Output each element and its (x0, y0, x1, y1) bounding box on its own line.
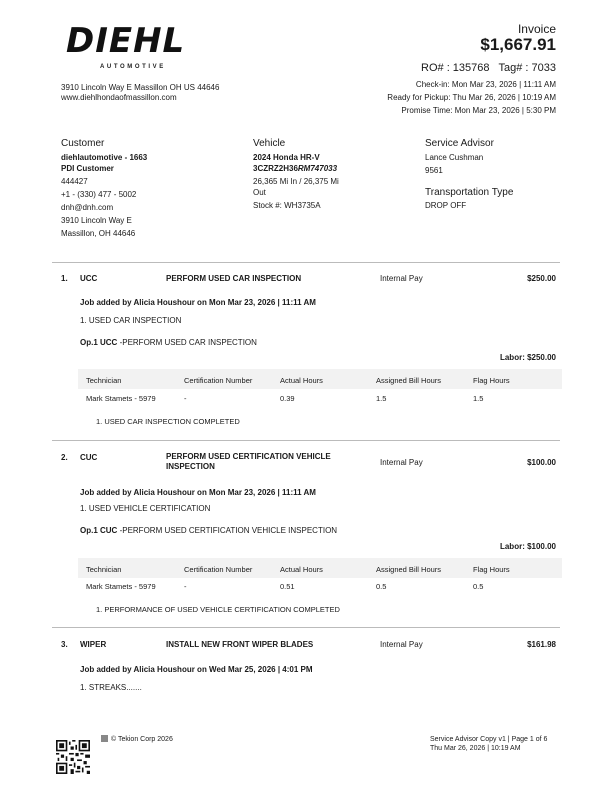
customer-line: 444427 (61, 177, 88, 186)
promise-date: Promise Time: Mon Mar 23, 2026 | 5:30 PM (401, 106, 556, 115)
customer-phone: +1 - (330) 477 - 5002 (61, 190, 137, 199)
job-title: INSTALL NEW FRONT WIPER BLADES (166, 640, 314, 649)
company-website: www.diehlhondaofmassillon.com (61, 93, 177, 102)
th-bill-hours: Assigned Bill Hours (376, 565, 442, 574)
labor-amount: Labor: $250.00 (499, 353, 556, 362)
company-address-block (61, 83, 219, 103)
company-logo: DIEHL (66, 21, 186, 61)
printed-date: Thu Mar 26, 2026 | 10:19 AM (430, 745, 521, 752)
td-technician: Mark Stamets - 5979 (86, 394, 156, 403)
divider (52, 262, 560, 263)
vehicle-section (253, 138, 403, 211)
customer-section (61, 138, 231, 239)
job-concern: 1. USED CAR INSPECTION (80, 316, 182, 325)
qr-code-icon (56, 740, 90, 774)
vehicle-mileage-cont: Out (253, 188, 266, 197)
job-title: PERFORM USED CERTIFICATION VEHICLE (166, 452, 331, 461)
td-technician: Mark Stamets - 5979 (86, 582, 156, 591)
th-actual-hours: Actual Hours (280, 376, 323, 385)
op-line (80, 526, 337, 535)
th-flag-hours: Flag Hours (473, 376, 510, 385)
th-certification: Certification Number (184, 376, 253, 385)
invoice-total: $1,667.91 (480, 35, 556, 54)
op-description: -PERFORM USED CERTIFICATION VEHICLE INSPECTION (117, 526, 338, 535)
customer-city: Massillon, OH 44646 (61, 229, 136, 238)
job-number: 3. (61, 640, 68, 649)
job-title-block (166, 452, 331, 472)
job-number: 2. (61, 453, 68, 462)
job-note: 1. PERFORMANCE OF USED VEHICLE CERTIFICATION COMPLETED (96, 605, 340, 614)
job-concern: 1. USED VEHICLE CERTIFICATION (80, 504, 211, 513)
job-code: CUC (80, 453, 98, 462)
th-actual-hours: Actual Hours (280, 565, 323, 574)
vehicle-heading: Vehicle (253, 138, 286, 149)
job-title-cont: INSPECTION (166, 462, 215, 471)
job-added-by: Job added by Alicia Houshour on Mon Mar 23, 2026 | 11:11 AM (80, 298, 316, 307)
job-amount: $250.00 (527, 274, 556, 283)
advisor-heading: Service Advisor (425, 138, 494, 149)
company-address: 3910 Lincoln Way E Massillon OH US 44646 (61, 83, 220, 92)
check-in-date: Check-in: Mon Mar 23, 2026 | 11:11 AM (415, 80, 556, 89)
th-flag-hours: Flag Hours (473, 565, 510, 574)
job-pay-type: Internal Pay (380, 274, 423, 283)
transport-type: DROP OFF (425, 201, 467, 210)
advisor-details (425, 152, 575, 176)
company-logo-subtitle: AUTOMOTIVE (100, 64, 166, 70)
op-code: Op.1 UCC (80, 338, 118, 347)
advisor-section (425, 138, 575, 211)
vehicle-vin (253, 163, 403, 174)
vehicle-details (253, 152, 403, 211)
job-number: 1. (61, 274, 68, 283)
customer-details (61, 152, 231, 239)
footer-right (430, 735, 547, 753)
tekion-icon (101, 735, 108, 742)
vin-suffix: RM747033 (297, 164, 338, 173)
vehicle-model: 2024 Honda HR-V (253, 153, 320, 162)
td-flag-hours: 1.5 (473, 394, 484, 403)
customer-line: diehlautomotive - 1663 (61, 153, 148, 162)
job-title: PERFORM USED CAR INSPECTION (166, 274, 302, 283)
copyright (101, 735, 173, 744)
advisor-name: Lance Cushman (425, 153, 484, 162)
tag-number: Tag# : 7033 (498, 62, 556, 74)
job-added-by: Job added by Alicia Houshour on Wed Mar 25, 2026 | 4:01 PM (80, 665, 313, 674)
customer-line: PDI Customer (61, 164, 114, 173)
ro-number: RO# : 135768 (421, 62, 490, 74)
divider (52, 440, 560, 441)
customer-email: dnh@dnh.com (61, 203, 114, 212)
th-certification: Certification Number (184, 565, 253, 574)
op-code: Op.1 CUC (80, 526, 118, 535)
date-block (387, 78, 556, 117)
vehicle-stock: Stock #: WH3735A (253, 201, 321, 210)
th-technician: Technician (86, 565, 122, 574)
td-bill-hours: 1.5 (376, 394, 387, 403)
td-certification: - (184, 582, 187, 591)
advisor-id: 9561 (425, 166, 443, 175)
job-added-by: Job added by Alicia Houshour on Mon Mar 23, 2026 | 11:11 AM (80, 488, 316, 497)
td-bill-hours: 0.5 (376, 582, 387, 591)
vin-prefix: 3CZRZ2H36 (253, 164, 298, 173)
td-actual-hours: 0.51 (280, 582, 295, 591)
th-bill-hours: Assigned Bill Hours (376, 376, 442, 385)
job-concern: 1. STREAKS....... (80, 683, 142, 692)
vehicle-mileage: 26,365 Mi In / 26,375 Mi (253, 177, 339, 186)
divider (52, 627, 560, 628)
td-certification: - (184, 394, 187, 403)
job-note: 1. USED CAR INSPECTION COMPLETED (96, 417, 240, 426)
td-flag-hours: 0.5 (473, 582, 484, 591)
copyright-text: © Tekion Corp 2026 (111, 736, 173, 743)
transport-heading: Transportation Type (425, 187, 514, 198)
ready-date: Ready for Pickup: Thu Mar 26, 2026 | 10:19 AM (387, 93, 556, 102)
th-technician: Technician (86, 376, 122, 385)
job-pay-type: Internal Pay (380, 458, 423, 467)
op-line (80, 338, 257, 347)
customer-street: 3910 Lincoln Way E (61, 216, 132, 225)
invoice-label: Invoice (517, 22, 556, 36)
customer-heading: Customer (61, 138, 105, 149)
job-code: UCC (80, 274, 98, 283)
td-actual-hours: 0.39 (280, 394, 295, 403)
job-code: WIPER (80, 640, 107, 649)
job-pay-type: Internal Pay (380, 640, 423, 649)
copy-info: Service Advisor Copy v1 | Page 1 of 6 (430, 736, 548, 743)
job-amount: $161.98 (527, 640, 556, 649)
ro-tag-line (421, 62, 556, 74)
labor-amount: Labor: $100.00 (499, 542, 556, 551)
op-description: -PERFORM USED CAR INSPECTION (117, 338, 257, 347)
job-amount: $100.00 (527, 458, 556, 467)
